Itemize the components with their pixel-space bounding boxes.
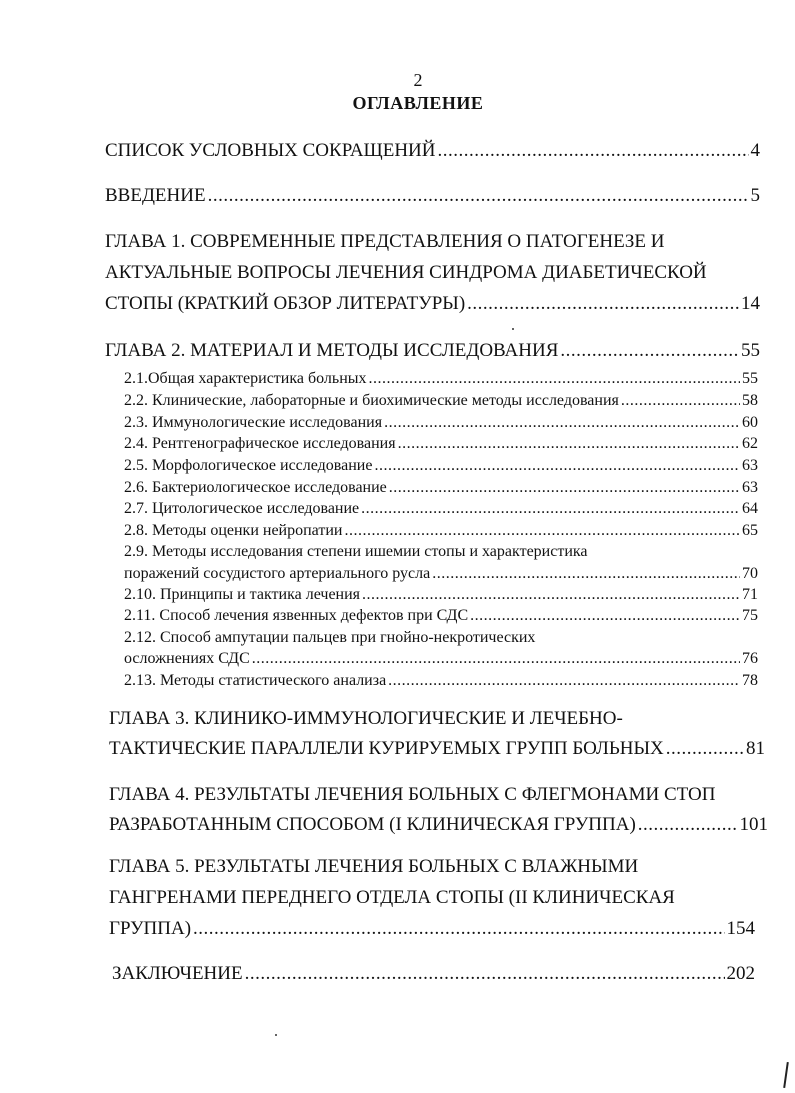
toc-entry-page: 154 [726, 918, 755, 939]
toc-entry-page: 55 [741, 340, 760, 361]
toc-section-2-7[interactable] [124, 500, 758, 518]
toc-entry-chapter-2[interactable] [105, 340, 760, 362]
dot-leader [362, 586, 740, 604]
toc-section-2-13[interactable] [124, 672, 758, 690]
toc-section-2-9-line-1[interactable]: 2.9. Методы исследования степени ишемии стопы и характеристика [124, 543, 588, 560]
toc-entry-chapter-4[interactable] [109, 814, 768, 836]
toc-chapter-5-line-2[interactable]: ГАНГРЕНАМИ ПЕРЕДНЕГО ОТДЕЛА СТОПЫ (II КЛИНИЧЕСКАЯ [109, 887, 675, 908]
toc-entry-text: ЗАКЛЮЧЕНИЕ [112, 963, 243, 984]
toc-entry-chapter-5[interactable] [109, 918, 755, 940]
toc-section-2-9[interactable] [124, 565, 758, 583]
dot-leader [344, 522, 740, 540]
dot-leader [470, 607, 740, 625]
toc-entry-page: 62 [742, 435, 758, 452]
toc-entry-text: ТАКТИЧЕСКИЕ ПАРАЛЛЕЛИ КУРИРУЕМЫХ ГРУПП БОЛЬНЫХ [109, 738, 664, 759]
dot-leader [361, 500, 740, 518]
dot-leader [398, 435, 740, 453]
toc-entry-page: 14 [741, 293, 760, 314]
toc-entry-text: ГЛАВА 2. МАТЕРИАЛ И МЕТОДЫ ИССЛЕДОВАНИЯ [105, 340, 559, 361]
toc-section-2-2[interactable] [124, 392, 758, 410]
toc-entry-page: 58 [742, 392, 758, 409]
toc-chapter-1-line-2[interactable]: АКТУАЛЬНЫЕ ВОПРОСЫ ЛЕЧЕНИЯ СИНДРОМА ДИАБЕТИЧЕСКОЙ [105, 262, 707, 283]
toc-entry-text: осложнениях СДС [124, 650, 250, 667]
toc-chapter-4-line-1[interactable]: ГЛАВА 4. РЕЗУЛЬТАТЫ ЛЕЧЕНИЯ БОЛЬНЫХ С ФЛЕГМОНАМИ СТОП [109, 784, 716, 805]
toc-section-2-4[interactable] [124, 435, 758, 453]
toc-entry-text: 2.10. Принципы и тактика лечения [124, 586, 361, 603]
scan-speck [512, 328, 514, 330]
toc-entry-page: 5 [750, 185, 760, 206]
dot-leader [208, 185, 749, 207]
dot-leader [560, 340, 739, 362]
dot-leader [438, 140, 749, 162]
toc-entry-text: 2.6. Бактериологическое исследование [124, 479, 387, 496]
toc-entry-page: 76 [742, 650, 758, 667]
toc-entry-page: 101 [739, 814, 768, 835]
toc-entry-page: 60 [742, 414, 758, 431]
toc-section-2-8[interactable] [124, 522, 758, 540]
toc-entry-text: 2.11. Способ лечения язвенных дефектов при СДС [124, 607, 469, 624]
toc-entry-text: РАЗРАБОТАННЫМ СПОСОБОМ (I КЛИНИЧЕСКАЯ ГРУППА) [109, 814, 636, 835]
toc-section-2-12-line-1[interactable]: 2.12. Способ ампутации пальцев при гнойно-некротических [124, 629, 536, 646]
toc-chapter-3-line-1[interactable]: ГЛАВА 3. КЛИНИКО-ИММУНОЛОГИЧЕСКИЕ И ЛЕЧЕБНО- [109, 708, 623, 729]
toc-entry-page: 71 [742, 586, 758, 603]
toc-entry-conclusion[interactable] [112, 963, 755, 985]
toc-section-2-5[interactable] [124, 457, 758, 475]
toc-entry-page: 78 [742, 672, 758, 689]
dot-leader [389, 479, 740, 497]
toc-entry-page: 63 [742, 479, 758, 496]
toc-title: ОГЛАВЛЕНИЕ [352, 93, 484, 113]
toc-entry-page: 75 [742, 607, 758, 624]
toc-entry-text: 2.2. Клинические, лабораторные и биохимические методы исследования [124, 392, 619, 409]
dot-leader [374, 457, 740, 475]
toc-section-2-10[interactable] [124, 586, 758, 604]
dot-leader [432, 565, 740, 583]
toc-entry-page: 81 [746, 738, 765, 759]
toc-entry-text: СТОПЫ (КРАТКИЙ ОБЗОР ЛИТЕРАТУРЫ) [105, 293, 466, 314]
dot-leader [666, 738, 744, 760]
toc-section-2-1[interactable] [124, 370, 758, 388]
toc-entry-page: 4 [750, 140, 760, 161]
toc-entry-page: 63 [742, 457, 758, 474]
toc-entry-page: 70 [742, 565, 758, 582]
toc-entry-text: 2.13. Методы статистического анализа [124, 672, 387, 689]
toc-entry-text: 2.8. Методы оценки нейропатии [124, 522, 343, 539]
toc-entry-abbreviations[interactable] [105, 140, 760, 162]
dot-leader [621, 392, 740, 410]
dot-leader [384, 414, 740, 432]
scan-speck [275, 1034, 277, 1036]
toc-entry-text: ВВЕДЕНИЕ [105, 185, 206, 206]
dot-leader [245, 963, 725, 985]
toc-entry-text: 2.4. Рентгенографическое исследования [124, 435, 396, 452]
toc-entry-chapter-1[interactable] [105, 293, 760, 315]
toc-entry-page: 65 [742, 522, 758, 539]
toc-entry-text: 2.1.Общая характеристика больных [124, 370, 367, 387]
toc-entry-page: 64 [742, 500, 758, 517]
dot-leader [388, 672, 740, 690]
toc-entry-introduction[interactable] [105, 185, 760, 207]
toc-entry-text: ГРУППА) [109, 918, 192, 939]
toc-chapter-1-line-1[interactable]: ГЛАВА 1. СОВРЕМЕННЫЕ ПРЕДСТАВЛЕНИЯ О ПАТОГЕНЕЗЕ И [105, 231, 665, 252]
toc-entry-chapter-3[interactable] [109, 738, 765, 760]
toc-section-2-3[interactable] [124, 414, 758, 432]
toc-entry-text: 2.5. Морфологическое исследование [124, 457, 373, 474]
toc-entry-page: 202 [726, 963, 755, 984]
dot-leader [369, 370, 741, 388]
dot-leader [638, 814, 738, 836]
toc-entry-text: 2.7. Цитологическое исследование [124, 500, 360, 517]
dot-leader [252, 650, 740, 668]
toc-section-2-11[interactable] [124, 607, 758, 625]
dot-leader [193, 918, 724, 940]
toc-section-2-6[interactable] [124, 479, 758, 497]
page-number: 2 [413, 70, 423, 90]
toc-entry-text: 2.3. Иммунологические исследования [124, 414, 383, 431]
toc-chapter-5-line-1[interactable]: ГЛАВА 5. РЕЗУЛЬТАТЫ ЛЕЧЕНИЯ БОЛЬНЫХ С ВЛАЖНЫМИ [109, 856, 639, 877]
toc-section-2-12[interactable] [124, 650, 758, 668]
toc-entry-page: 55 [742, 370, 758, 387]
scan-mark [783, 1062, 789, 1088]
toc-entry-text: поражений сосудистого артериального русла [124, 565, 431, 582]
toc-entry-text: СПИСОК УСЛОВНЫХ СОКРАЩЕНИЙ [105, 140, 436, 161]
dot-leader [467, 293, 739, 315]
